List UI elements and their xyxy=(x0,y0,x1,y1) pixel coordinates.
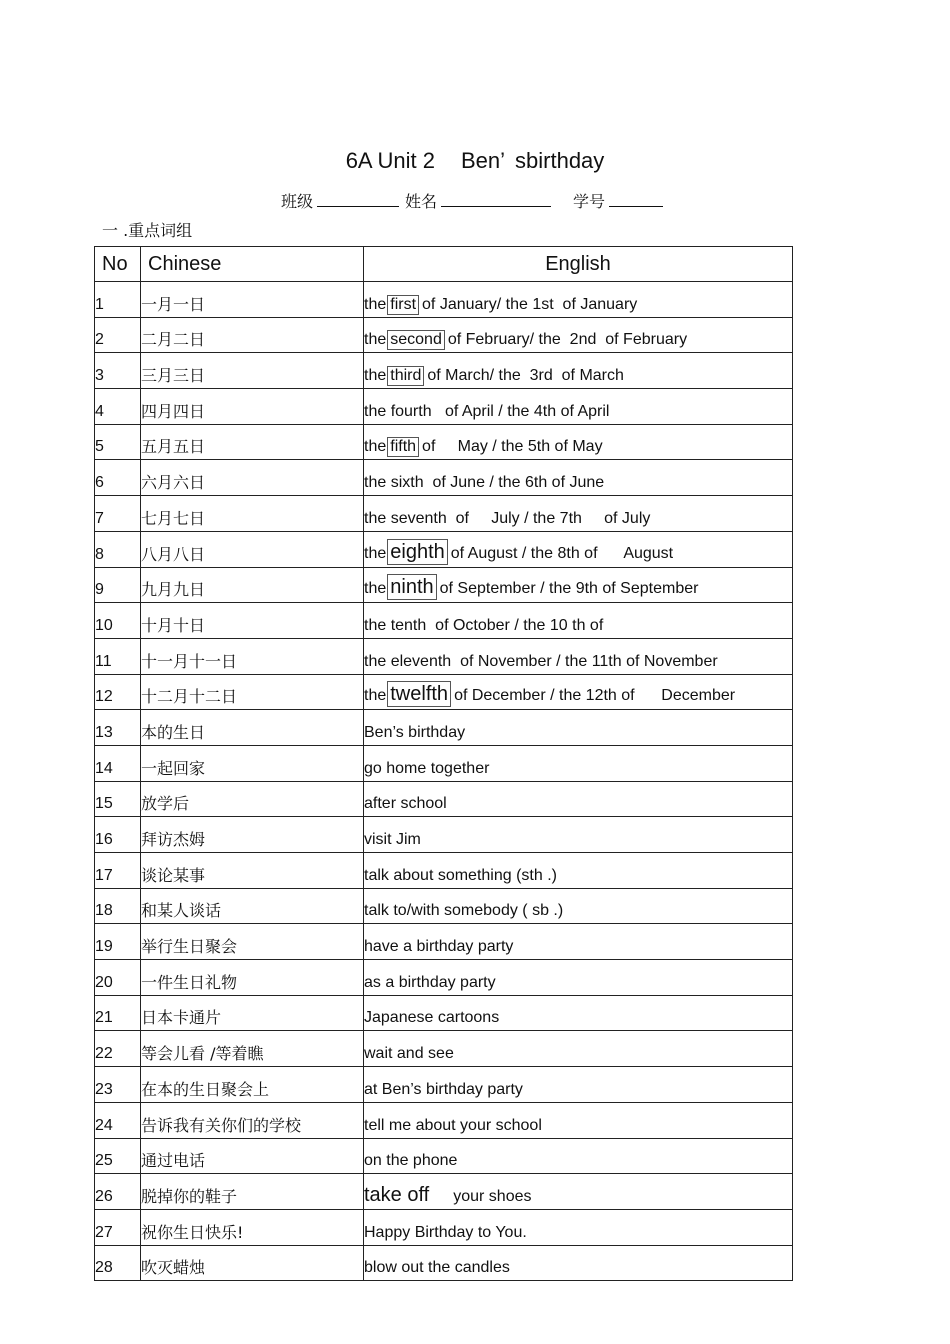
row-number: 6 xyxy=(95,460,141,496)
english-text: go home together xyxy=(364,759,490,777)
row-number: 5 xyxy=(95,424,141,460)
english-text: Japanese cartoons xyxy=(364,1009,500,1027)
chinese-phrase: 五月五日 xyxy=(141,424,364,460)
number-label: 学号 xyxy=(573,192,606,211)
row-number: 23 xyxy=(95,1067,141,1103)
row-number: 8 xyxy=(95,531,141,567)
ordinal-answer-box: fifth xyxy=(387,437,419,457)
english-text: the xyxy=(364,295,387,313)
english-phrase xyxy=(364,424,793,460)
english-phrase xyxy=(364,817,793,853)
english-text: Happy Birthday to You. xyxy=(364,1223,527,1241)
table-row xyxy=(95,1245,793,1281)
ordinal-answer-box: ninth xyxy=(387,574,436,600)
english-phrase xyxy=(364,1245,793,1281)
table-row xyxy=(95,496,793,532)
chinese-phrase: 二月二日 xyxy=(141,317,364,353)
chinese-phrase: 谈论某事 xyxy=(141,853,364,889)
chinese-phrase: 告诉我有关你们的学校 xyxy=(141,1102,364,1138)
chinese-phrase: 三月三日 xyxy=(141,353,364,389)
english-phrase xyxy=(364,781,793,817)
row-number: 3 xyxy=(95,353,141,389)
english-phrase xyxy=(364,1138,793,1174)
table-row xyxy=(95,424,793,460)
chinese-phrase: 一起回家 xyxy=(141,745,364,781)
name-label: 姓名 xyxy=(404,192,437,211)
table-row xyxy=(95,1067,793,1103)
table-row xyxy=(95,1174,793,1210)
title-name: Ben’ xyxy=(460,148,506,173)
chinese-phrase: 和某人谈话 xyxy=(141,888,364,924)
ordinal-answer-box: second xyxy=(387,330,445,350)
table-row xyxy=(95,745,793,781)
english-phrase xyxy=(364,1067,793,1103)
row-number: 15 xyxy=(95,781,141,817)
english-text: have a birthday party xyxy=(364,938,514,956)
vocabulary-table xyxy=(94,246,793,1281)
english-text: of January/ the 1st of January xyxy=(422,295,638,313)
table-row xyxy=(95,817,793,853)
table-header-row xyxy=(95,247,793,282)
english-text: the xyxy=(364,331,387,349)
table-row xyxy=(95,781,793,817)
header-no: No xyxy=(95,247,141,282)
table-row xyxy=(95,1102,793,1138)
english-text: of December / the 12th of December xyxy=(454,687,736,705)
table-row xyxy=(95,674,793,710)
header-chinese: Chinese xyxy=(141,247,364,282)
english-text: the eleventh of November / the 11th of November xyxy=(364,652,718,670)
english-text: the sixth of June / the 6th of June xyxy=(364,474,605,492)
english-phrase xyxy=(364,710,793,746)
number-blank[interactable] xyxy=(609,190,663,207)
page-title xyxy=(0,146,950,176)
english-text: tell me about your school xyxy=(364,1116,542,1134)
english-phrase xyxy=(364,745,793,781)
english-text: the fourth of April / the 4th of April xyxy=(364,402,610,420)
row-number: 9 xyxy=(95,567,141,603)
english-phrase xyxy=(364,496,793,532)
table-row xyxy=(95,460,793,496)
english-text: talk about something (sth .) xyxy=(364,866,557,884)
english-text: visit Jim xyxy=(364,831,421,848)
table-row xyxy=(95,1209,793,1245)
chinese-phrase: 脱掉你的鞋子 xyxy=(141,1174,364,1210)
english-text: the xyxy=(364,438,387,456)
chinese-phrase: 八月八日 xyxy=(141,531,364,567)
chinese-phrase: 拜访杰姆 xyxy=(141,817,364,853)
english-phrase xyxy=(364,1174,793,1210)
english-text: of May / the 5th of May xyxy=(422,438,603,456)
class-label: 班级 xyxy=(280,192,313,211)
table-row xyxy=(95,853,793,889)
english-text: on the phone xyxy=(364,1152,458,1170)
row-number: 28 xyxy=(95,1245,141,1281)
chinese-phrase: 吹灭蜡烛 xyxy=(141,1245,364,1281)
table-row xyxy=(95,960,793,996)
table-row xyxy=(95,888,793,924)
english-text: the tenth of October / the 10 th of xyxy=(364,616,604,634)
table-row xyxy=(95,1031,793,1067)
row-number: 26 xyxy=(95,1174,141,1210)
row-number: 22 xyxy=(95,1031,141,1067)
chinese-phrase: 十月十日 xyxy=(141,603,364,639)
english-phrase xyxy=(364,853,793,889)
english-phrase xyxy=(364,960,793,996)
chinese-phrase: 通过电话 xyxy=(141,1138,364,1174)
chinese-phrase: 六月六日 xyxy=(141,460,364,496)
english-phrase xyxy=(364,1102,793,1138)
table-row xyxy=(95,567,793,603)
english-text: as a birthday party xyxy=(364,973,496,991)
table-row xyxy=(95,995,793,1031)
english-phrase xyxy=(364,389,793,425)
english-text: your shoes xyxy=(453,1187,532,1205)
english-text: at Ben’s birthday party xyxy=(364,1080,523,1098)
table-row xyxy=(95,389,793,425)
chinese-phrase: 一月一日 xyxy=(141,282,364,318)
row-number: 10 xyxy=(95,603,141,639)
ordinal-answer-box: third xyxy=(387,366,424,386)
english-text: the xyxy=(364,687,387,705)
row-number: 13 xyxy=(95,710,141,746)
row-number: 25 xyxy=(95,1138,141,1174)
english-text: of September / the 9th of September xyxy=(439,580,699,598)
english-phrase xyxy=(364,638,793,674)
row-number: 14 xyxy=(95,745,141,781)
chinese-phrase: 本的生日 xyxy=(141,710,364,746)
header-english: English xyxy=(364,247,793,282)
english-text: the xyxy=(364,367,387,385)
row-number: 24 xyxy=(95,1102,141,1138)
chinese-phrase: 十二月十二日 xyxy=(141,674,364,710)
title-topic: sbirthday xyxy=(515,148,605,173)
english-phrase xyxy=(364,674,793,710)
row-number: 18 xyxy=(95,888,141,924)
english-phrase xyxy=(364,531,793,567)
chinese-phrase: 等会儿看 /等着瞧 xyxy=(141,1031,364,1067)
english-text: of March/ the 3rd of March xyxy=(427,367,624,385)
class-blank[interactable] xyxy=(317,190,399,207)
english-text: the xyxy=(364,580,387,598)
row-number: 17 xyxy=(95,853,141,889)
chinese-phrase: 在本的生日聚会上 xyxy=(141,1067,364,1103)
english-phrase xyxy=(364,924,793,960)
english-text: after school xyxy=(364,795,447,813)
chinese-phrase: 放学后 xyxy=(141,781,364,817)
english-phrase xyxy=(364,995,793,1031)
table-row xyxy=(95,710,793,746)
english-emphasis: take off xyxy=(364,1183,430,1206)
chinese-phrase: 四月四日 xyxy=(141,389,364,425)
chinese-phrase: 祝你生日快乐! xyxy=(141,1209,364,1245)
row-number: 11 xyxy=(95,638,141,674)
english-text: the xyxy=(364,544,387,562)
table-row xyxy=(95,924,793,960)
table-row xyxy=(95,531,793,567)
table-row xyxy=(95,603,793,639)
row-number: 20 xyxy=(95,960,141,996)
ordinal-answer-box: first xyxy=(387,295,419,315)
row-number: 19 xyxy=(95,924,141,960)
english-text: blow out the candles xyxy=(364,1259,510,1277)
chinese-phrase: 举行生日聚会 xyxy=(141,924,364,960)
name-blank[interactable] xyxy=(441,190,551,207)
chinese-phrase: 七月七日 xyxy=(141,496,364,532)
english-text: the seventh of July / the 7th of July xyxy=(364,509,651,527)
row-number: 1 xyxy=(95,282,141,318)
english-phrase xyxy=(364,603,793,639)
student-info-line xyxy=(0,190,950,214)
chinese-phrase: 一件生日礼物 xyxy=(141,960,364,996)
row-number: 12 xyxy=(95,674,141,710)
ordinal-answer-box: eighth xyxy=(387,539,448,565)
ordinal-answer-box: twelfth xyxy=(387,681,451,707)
english-phrase xyxy=(364,353,793,389)
row-number: 7 xyxy=(95,496,141,532)
table-row xyxy=(95,638,793,674)
table-body xyxy=(95,282,793,1281)
english-phrase xyxy=(364,460,793,496)
english-phrase xyxy=(364,1209,793,1245)
english-text: of February/ the 2nd of February xyxy=(447,331,688,349)
table-row xyxy=(95,282,793,318)
english-text: of August / the 8th of August xyxy=(450,544,674,562)
english-text: talk to/with somebody ( sb .) xyxy=(364,902,564,920)
english-phrase xyxy=(364,1031,793,1067)
section-heading: 一 .重点词组 xyxy=(102,221,193,240)
table-row xyxy=(95,1138,793,1174)
chinese-phrase: 十一月十一日 xyxy=(141,638,364,674)
english-text: wait and see xyxy=(364,1045,454,1063)
row-number: 21 xyxy=(95,995,141,1031)
row-number: 16 xyxy=(95,817,141,853)
english-phrase xyxy=(364,888,793,924)
row-number: 4 xyxy=(95,389,141,425)
title-unit: 6A Unit 2 xyxy=(345,148,435,173)
table-row xyxy=(95,317,793,353)
row-number: 27 xyxy=(95,1209,141,1245)
english-phrase xyxy=(364,317,793,353)
table-row xyxy=(95,353,793,389)
english-text: Ben’s birthday xyxy=(364,723,466,741)
row-number: 2 xyxy=(95,317,141,353)
chinese-phrase: 九月九日 xyxy=(141,567,364,603)
chinese-phrase: 日本卡通片 xyxy=(141,995,364,1031)
english-phrase xyxy=(364,567,793,603)
english-phrase xyxy=(364,282,793,318)
